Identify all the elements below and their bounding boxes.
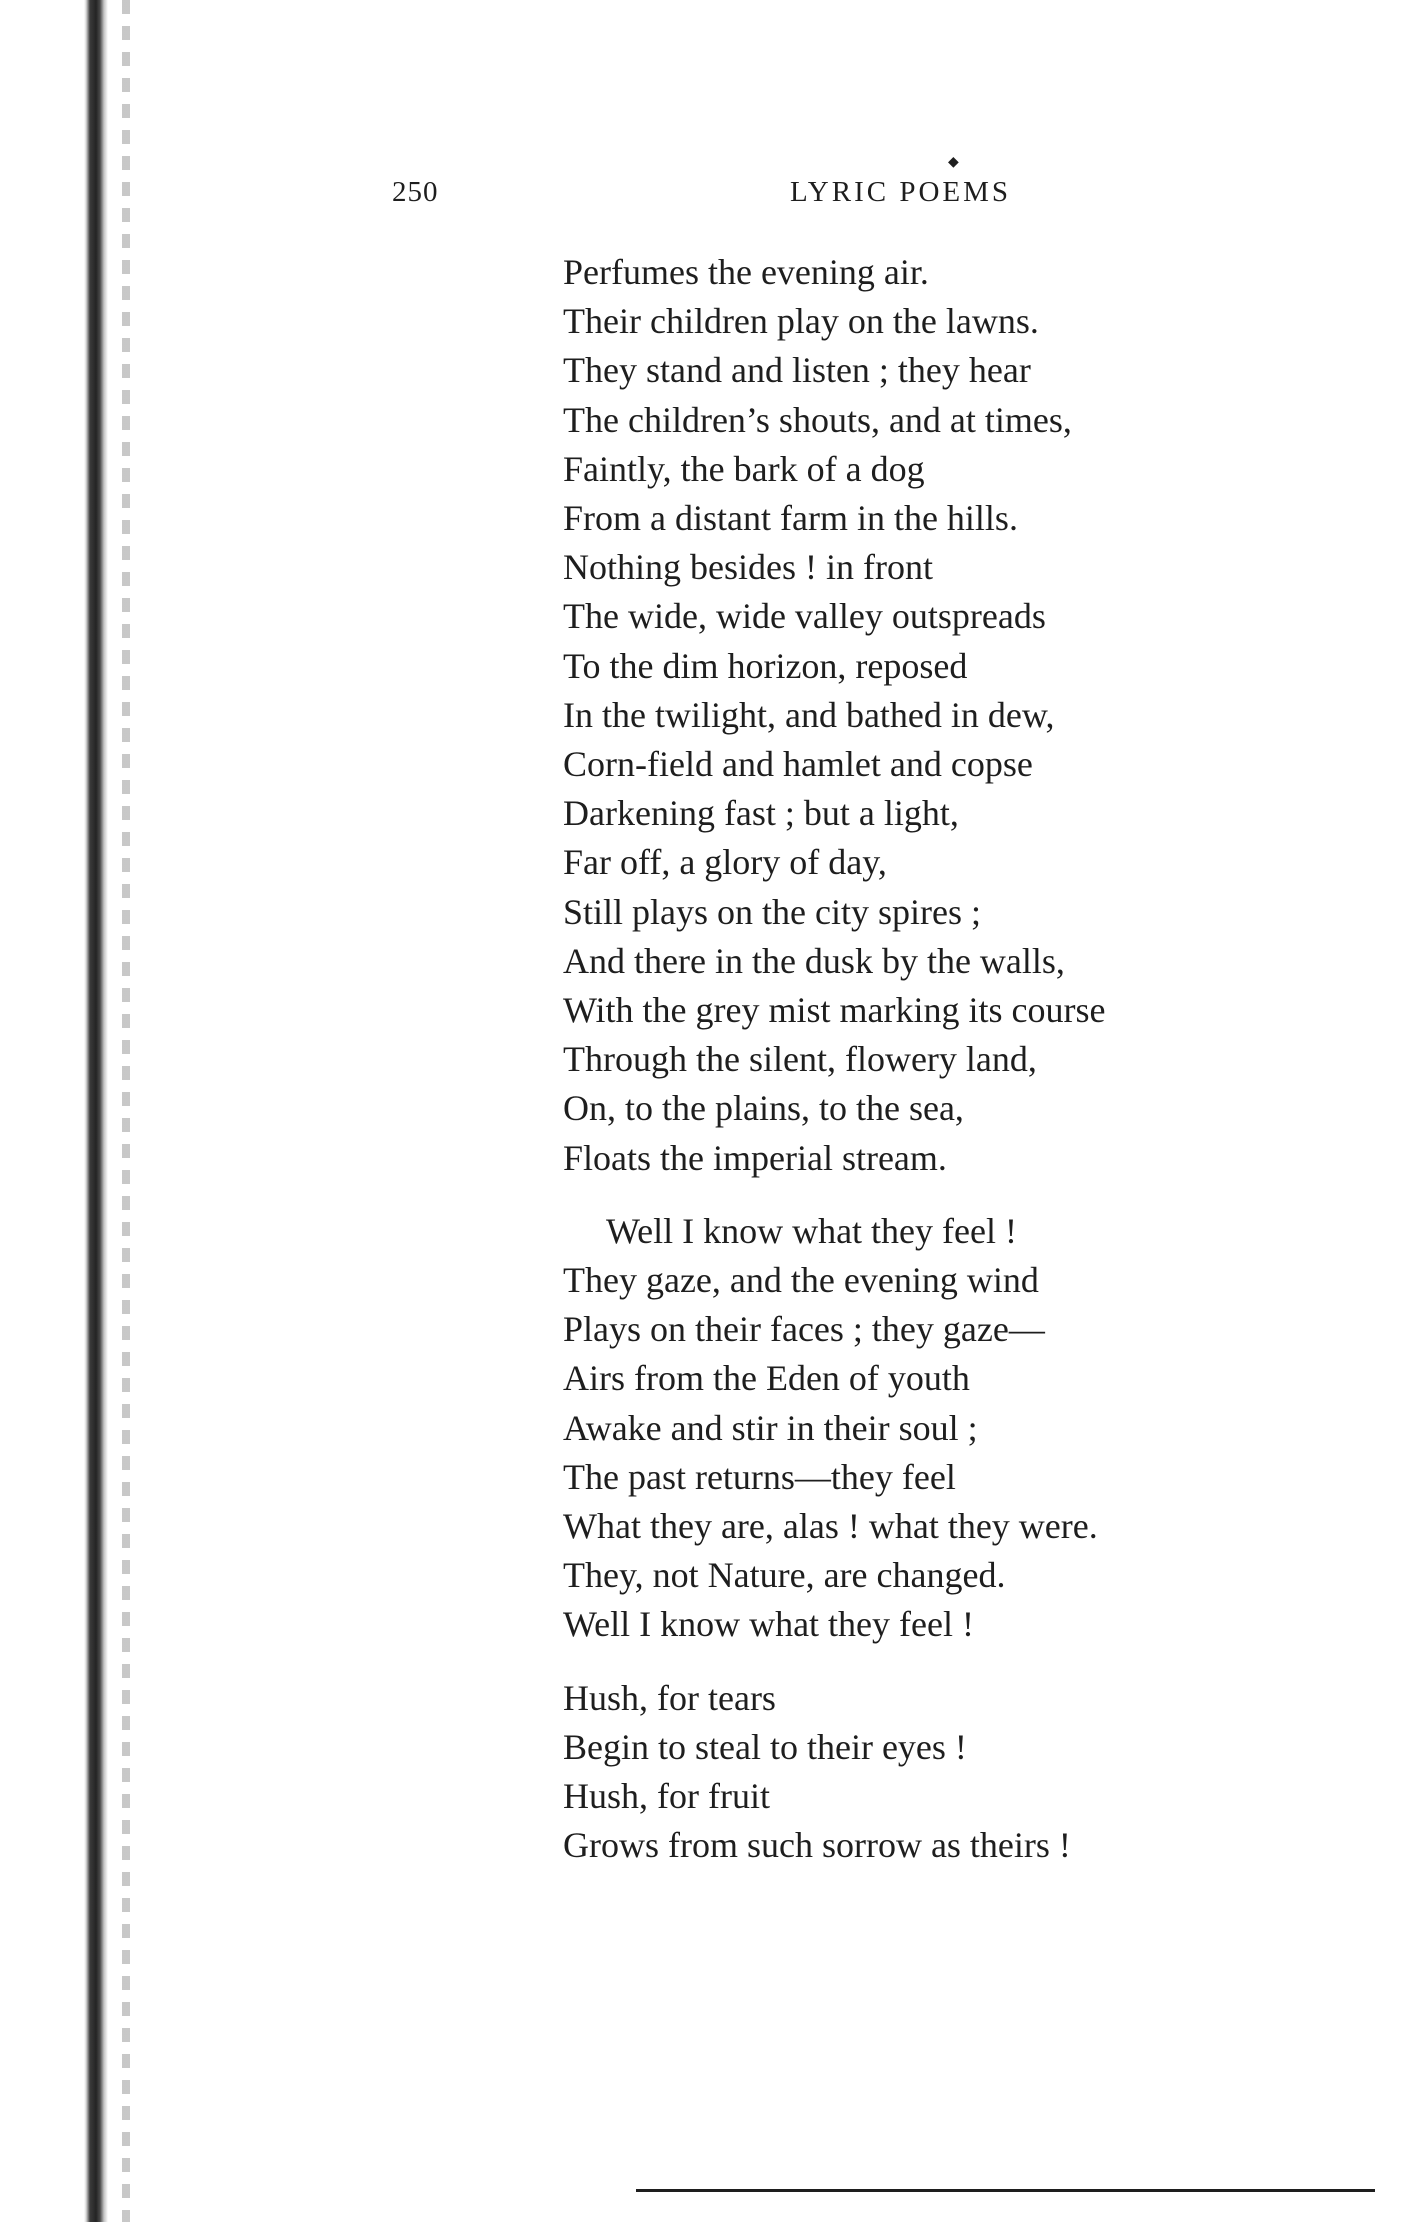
running-title: LYRIC POEMS <box>790 176 1012 208</box>
poem-line: Nothing besides ! in front <box>563 547 933 588</box>
poem-line: Perfumes the evening air. <box>563 252 929 292</box>
poem-line: On, to the plains, to the sea, <box>563 1088 964 1129</box>
poem-line: Hush, for tears <box>563 1677 776 1718</box>
poem-line: They, not Nature, are changed. <box>563 1555 1006 1596</box>
bottom-rule <box>636 2189 1375 2192</box>
stanza-1 <box>563 248 1323 1183</box>
poem-line: They gaze, and the evening wind <box>563 1260 1039 1301</box>
poem-line: And there in the dusk by the walls, <box>563 940 1065 981</box>
book-spine-shadow <box>84 0 108 2222</box>
poem-line: Plays on their faces ; they gaze— <box>563 1309 1045 1350</box>
poem-line: Through the silent, flowery land, <box>563 1039 1037 1080</box>
poem-line: The children’s shouts, and at times, <box>563 399 1072 440</box>
stanza-3 <box>563 1674 1323 1871</box>
poem-line: The wide, wide valley outspreads <box>563 596 1046 637</box>
poem-line: With the grey mist marking its course <box>563 990 1106 1031</box>
poem-line: Airs from the Eden of youth <box>563 1358 970 1399</box>
page-edge-texture <box>122 0 130 2222</box>
poem-line: Begin to steal to their eyes ! <box>563 1726 967 1767</box>
poem-line: Faintly, the bark of a dog <box>563 448 925 489</box>
poem-line: Far off, a glory of day, <box>563 842 887 883</box>
poem-line: To the dim horizon, reposed <box>563 645 968 686</box>
poem-line: Hush, for fruit <box>563 1776 770 1817</box>
poem-line: Awake and stir in their soul ; <box>563 1407 978 1448</box>
ornament-mark: ◆ <box>948 155 959 170</box>
poem-line: Their children play on the lawns. <box>563 301 1039 342</box>
poem-line: Corn-field and hamlet and copse <box>563 744 1033 785</box>
poem-line: From a distant farm in the hills. <box>563 498 1018 539</box>
poem-line: Well I know what they feel ! <box>606 1210 1017 1251</box>
poem-line: In the twilight, and bathed in dew, <box>563 694 1055 735</box>
poem-line: Still plays on the city spires ; <box>563 891 981 932</box>
poem-line: Well I know what they feel ! <box>563 1604 974 1645</box>
poem-line: Floats the imperial stream. <box>563 1137 947 1178</box>
poem-line: Grows from such sorrow as theirs ! <box>563 1825 1071 1866</box>
poem-line: Darkening fast ; but a light, <box>563 793 959 834</box>
poem-line: The past returns—they feel <box>563 1456 956 1497</box>
poem-line: What they are, alas ! what they were. <box>563 1506 1098 1547</box>
poem-line: They stand and listen ; they hear <box>563 350 1031 391</box>
stanza-2 <box>563 1207 1323 1650</box>
poem-text <box>563 248 1323 1871</box>
page-number: 250 <box>392 176 439 208</box>
